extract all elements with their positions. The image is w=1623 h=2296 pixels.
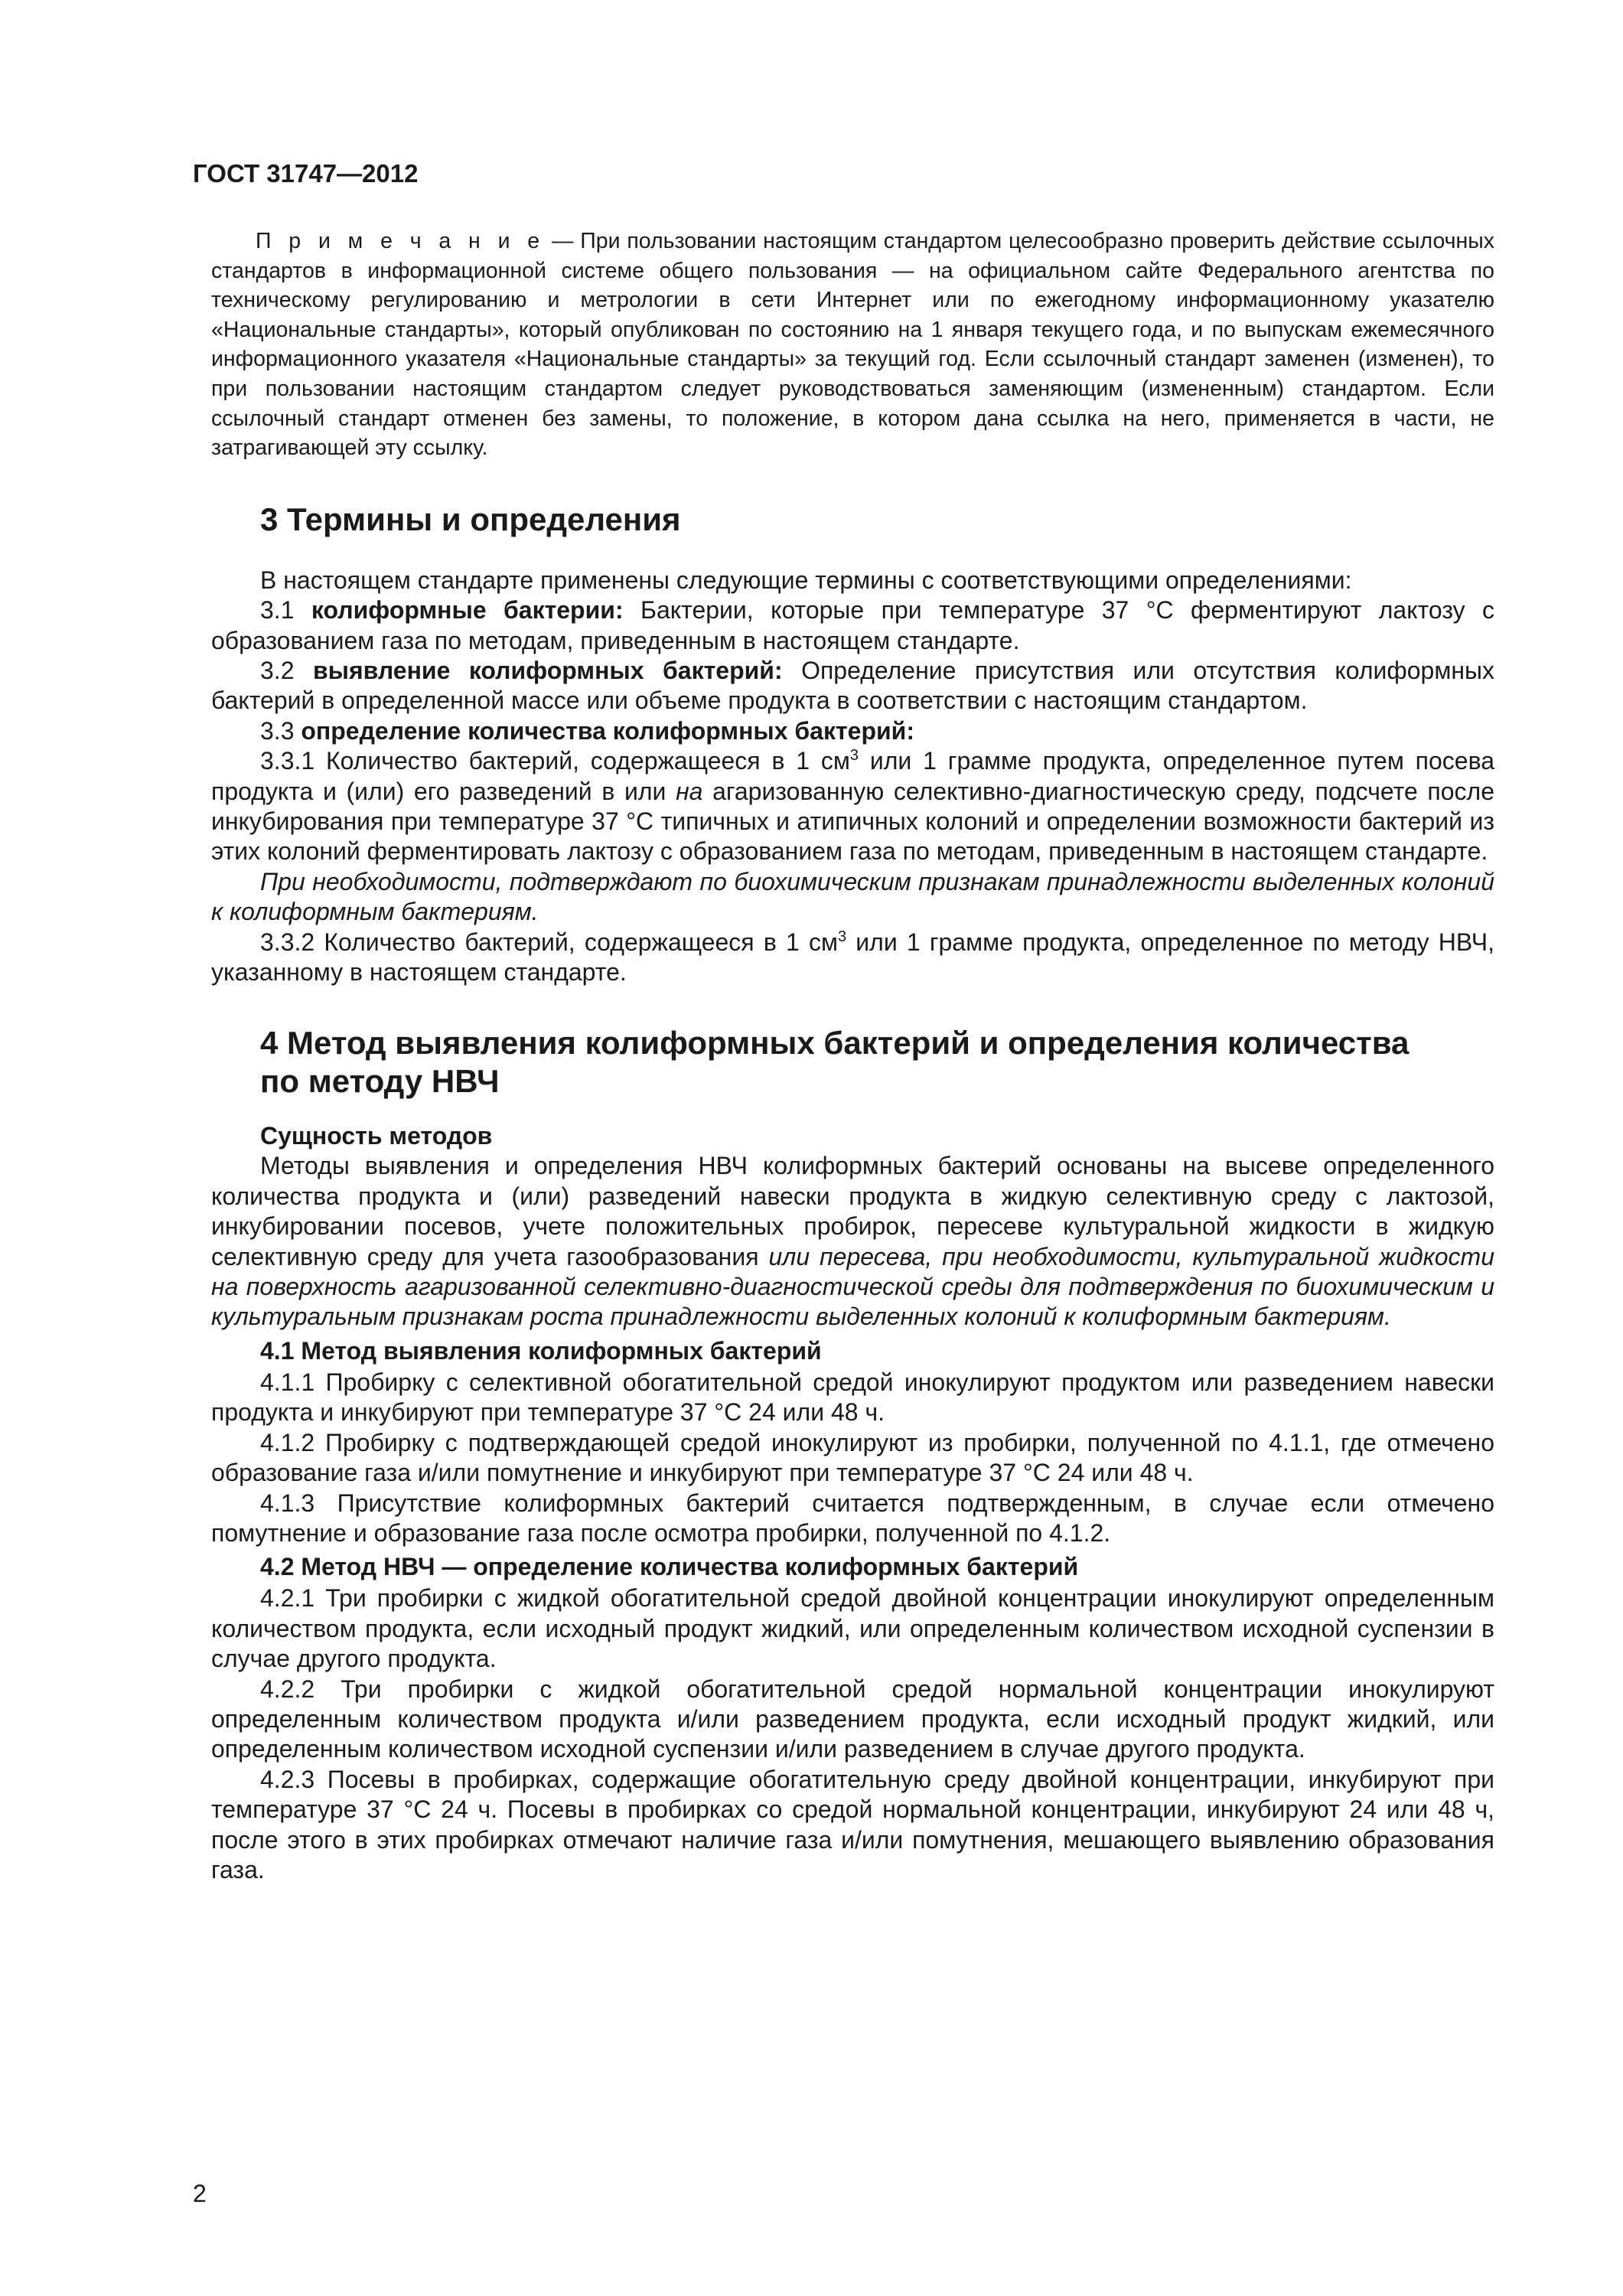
clause-4-2-2: 4.2.2 Три пробирки с жидкой обогатительной средой нормальной концентрации инокулируют определенным количеством продукта и/или разведением продукта, если исходный продукт жидкий, или определенным количеством исходной суспензии и/или разведением в случае другого продукта. [211,1675,1494,1763]
subsection-4-1-heading: 4.1 Метод выявления колиформных бактерий [260,1336,822,1365]
term-3-3-1-italic-word: на [676,777,703,805]
term-3-2-definition: Определение присутствия или отсутствия колиформных бактерий в определенной массе или объеме продукта в соответствии с настоящим стандартом. [211,656,1495,715]
reference-note [211,227,1494,463]
term-3-3-2-text-b: или 1 грамме продукта, определенное по методу НВЧ, указанному в настоящем стандарте. [211,928,1495,987]
clause-4-1-1: 4.1.1 Пробирку с селективной обогатительной средой инокулируют продуктом или разведением навески продукта и инкубируют при температуре 37 °С 24 или 48 ч. [211,1368,1494,1427]
note-text: — При пользовании настоящим стандартом целесообразно проверить действие ссылочных стандартов в информационной системе общего пользования — на официальном сайте Федерального агентства по техническому регулированию и метрологии в сети Интернет или по ежегодному информационному указателю «Национальные стандарты», который опубликован по состоянию на 1 января текущего года, и по выпускам ежемесячного информационного указателя «Национальные стандарты» за текущий год. Если ссылочный стандарт заменен (изменен), то при пользовании настоящим стандартом следует руководствоваться заменяющим (измененным) стандартом. Если ссылочный стандарт отменен без замены, то положение, в котором дана ссылка на него, применяется в части, не затрагивающей эту ссылку. [211,229,1494,461]
term-3-1 [211,595,1494,656]
term-3-3-1-superscript: 3 [849,747,859,765]
term-3-3-1-text-c: агаризованную селективно-диагностическую среду, подсчете после инкубирования при температуре 37 °С типичных и атипичных колоний и определении возможности бактерий из этих колоний ферментировать лактозу с образованием газа по методам, приведенным в настоящем стандарте. [211,777,1495,866]
term-3-3-1-italic-text: При необходимости, подтверждают по биохимическим признакам принадлежности выделенных колоний к колиформным бактериям. [211,867,1494,926]
term-3-3-number: 3.3 [260,716,301,745]
term-3-3-2-text-a: 3.3.2 Количество бактерий, содержащееся в 1 см [260,928,838,956]
clause-4-1-2: 4.1.2 Пробирку с подтверждающей средой инокулируют из пробирки, полученной по 4.1.1, где отмечено образование газа и/или помутнение и инкубируют при температуре 37 °С 24 или 48 ч. [211,1428,1494,1487]
clause-4-2-1: 4.2.1 Три пробирки с жидкой обогатительной средой двойной концентрации инокулируют определенным количеством продукта, если исходный продукт жидкий, или определенным количеством исходной суспензии в случае другого продукта. [211,1584,1494,1673]
page-content [211,227,1494,1885]
term-3-3-1-italic-note [211,867,1494,928]
section-3-heading: 3 Термины и определения [260,501,681,537]
term-3-2-number: 3.2 [260,656,313,684]
term-3-3-2-superscript: 3 [837,928,847,945]
essence-paragraph [211,1151,1494,1332]
section-4-heading [260,1024,1494,1101]
term-3-1-definition: Бактерии, которые при температуре 37 °С ферментируют лактозу с образованием газа по методам, приведенным в настоящем стандарте. [211,596,1495,654]
term-3-3-1-text-b: или 1 грамме продукта, определенное путем посева продукта и (или) его разведений в или [211,747,1495,805]
term-3-2 [211,656,1494,716]
term-3-3-name: определение количества колиформных бактерий: [301,716,914,745]
term-3-2-name: выявление колиформных бактерий: [312,656,783,684]
note-label: П р и м е ч а н и е [256,229,546,253]
essence-text: Методы выявления и определения НВЧ колиформных бактерий основаны на высеве определенного количества продукта и (или) разведений навески продукта в жидкую селективную среду с лактозой, инкубировании посевов, учете положительных пробирок, пересеве культуральной жидкости в жидкую селективную среду для учета газообразования [211,1152,1494,1270]
term-3-3-1 [211,746,1494,867]
term-3-3 [211,716,1494,746]
standard-code-header: ГОСТ 31747—2012 [193,159,419,188]
essence-italic-text: или пересева, при необходимости, культуральной жидкости на поверхность агаризованной селективно-диагностической среды для подтверждения по биохимическим и культуральным признакам роста принадлежности выделенных колоний к колиформным бактериям. [211,1242,1494,1331]
clause-4-2-3: 4.2.3 Посевы в пробирках, содержащие обогатительную среду двойной концентрации, инкубируют при температуре 37 °С 24 ч. Посевы в пробирках со средой нормальной концентрации, инкубируют 24 или 48 ч, после этого в этих пробирках отмечают наличие газа и/или помутнения, мешающего выявлению образования газа. [211,1765,1494,1883]
section-4-heading-line-1: 4 Метод выявления колиформных бактерий и определения количества [260,1025,1410,1062]
term-3-3-1-text-a: 3.3.1 Количество бактерий, содержащееся в 1 см [260,747,850,775]
term-3-1-name: колиформные бактерии: [311,596,624,625]
clause-4-1-3: 4.1.3 Присутствие колиформных бактерий считается подтвержденным, в случае если отмечено помутнение и образование газа после осмотра пробирки, полученной по 4.1.2. [211,1489,1494,1547]
subsection-4-2-heading: 4.2 Метод НВЧ — определение количества колиформных бактерий [260,1553,1079,1581]
essence-heading: Сущность методов [260,1122,493,1150]
term-3-1-number: 3.1 [260,596,311,625]
page-number: 2 [193,2180,207,2207]
section-3-intro: В настоящем стандарте применены следующие термины с соответствующими определениями: [260,566,1352,594]
term-3-3-2 [211,928,1494,988]
section-4-heading-line-2: по методу НВЧ [260,1063,500,1100]
